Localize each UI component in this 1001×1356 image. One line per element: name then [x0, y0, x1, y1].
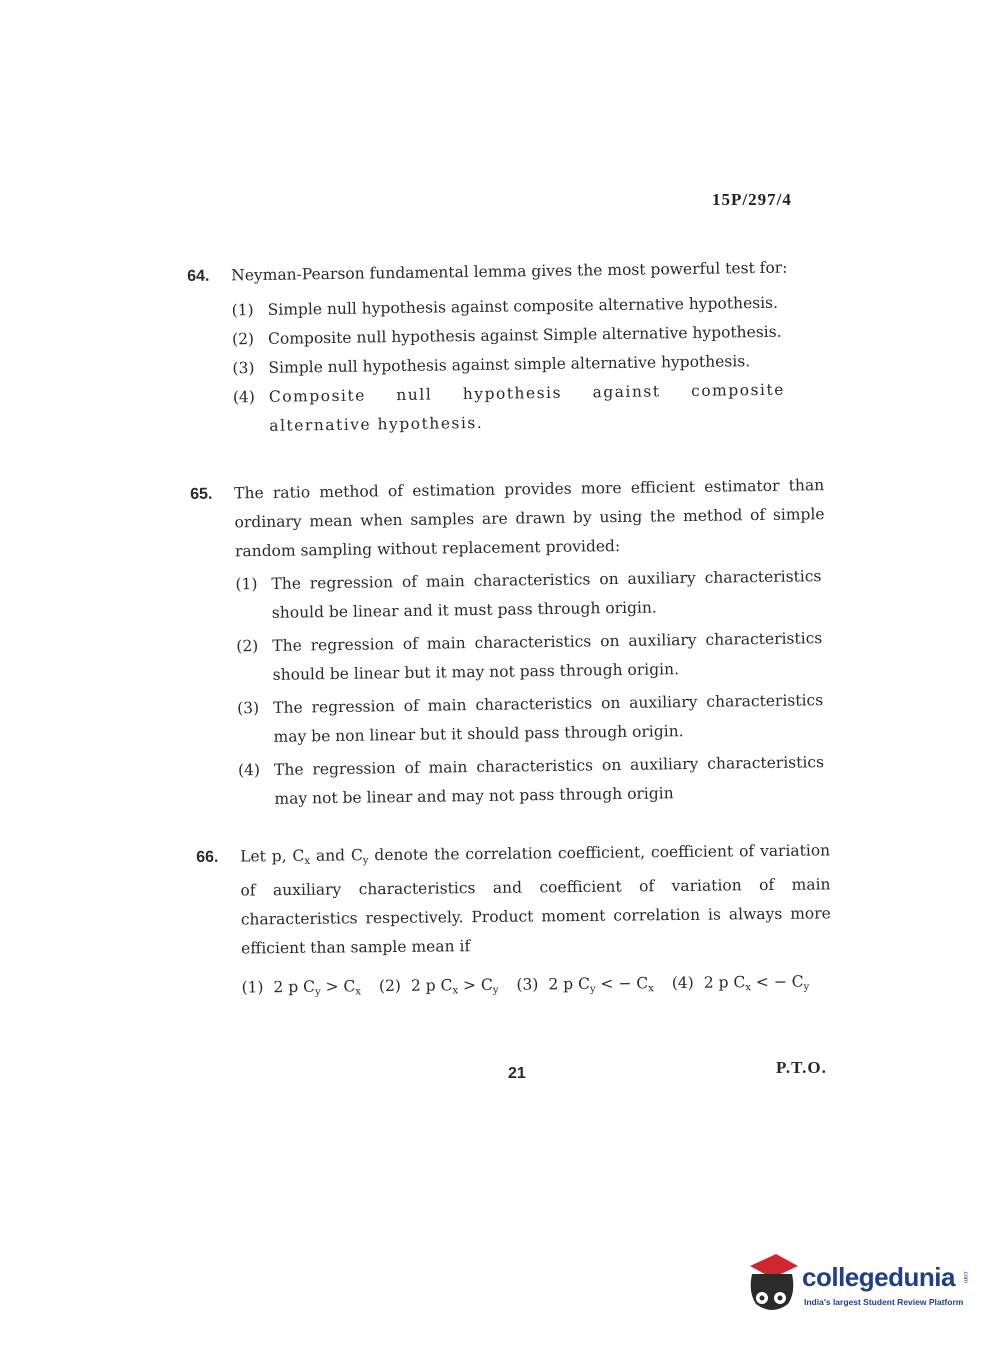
option-2: (2) 2 p $C_x > C_y$ [378, 975, 499, 997]
option-2: (2) Composite null hypothesis against Simple alternative hypothesis. [231, 322, 782, 349]
question-text: Let p, $C_x$ and $C_y$ denote the correlation coefficient, coefficient of variation of auxiliary characteristics and coefficient of variation of main characteristics respectively. Product moment correlation is always more efficient than sample mean if [240, 841, 831, 958]
question-65 [190, 471, 835, 815]
page-number: 21 [508, 1065, 526, 1082]
question-number: 66. [196, 848, 219, 866]
pto-label: P.T.O. [776, 1058, 827, 1077]
logo-wordmark: collegedunia [802, 1262, 955, 1292]
option-4: (4) Composite null hypothesis against composite alternative hypothesis. [232, 380, 785, 435]
option-2: (2) The regression of main characteristics on auxiliary characteristics should be linear but it may not pass through origin. [236, 629, 823, 684]
question-number: 64. [187, 267, 210, 285]
paper-code: 15P/297/4 [712, 190, 792, 209]
collegedunia-logo [742, 1252, 972, 1322]
question-text: The ratio method of estimation provides more efficient estimator than ordinary mean when samples are drawn by using the method of simple random sampling without replacement provided: [234, 476, 825, 561]
logo-suffix: .com [962, 1270, 968, 1284]
option-3: (3) Simple null hypothesis against simple alternative hypothesis. [232, 352, 751, 378]
question-66 [196, 836, 838, 1008]
option-1: (1) The regression of main characteristics on auxiliary characteristics should be linear and it must pass through origin. [235, 567, 822, 622]
option-4: (4) 2 p $C_x$ < − $C_y$ [671, 972, 810, 994]
question-number: 65. [190, 485, 213, 503]
option-1: (1) 2 p $C_y > C_x$ [241, 977, 362, 998]
option-4: (4) The regression of main characteristics on auxiliary characteristics may not be linear and may not pass through origin [237, 753, 825, 808]
option-3: (3) 2 p $C_y$ < − $C_x$ [516, 974, 654, 995]
option-3: (3) The regression of main characteristics on auxiliary characteristics may be non linear but it should pass through origin. [237, 691, 824, 746]
mascot-icon [742, 1252, 802, 1322]
options-row [241, 967, 837, 1007]
question-64 [187, 253, 829, 442]
option-1: (1) Simple null hypothesis against composite alternative hypothesis. [231, 293, 779, 320]
logo-tagline: India's largest Student Review Platform [804, 1297, 964, 1307]
question-text: Neyman-Pearson fundamental lemma gives the most powerful test for: [231, 258, 788, 285]
